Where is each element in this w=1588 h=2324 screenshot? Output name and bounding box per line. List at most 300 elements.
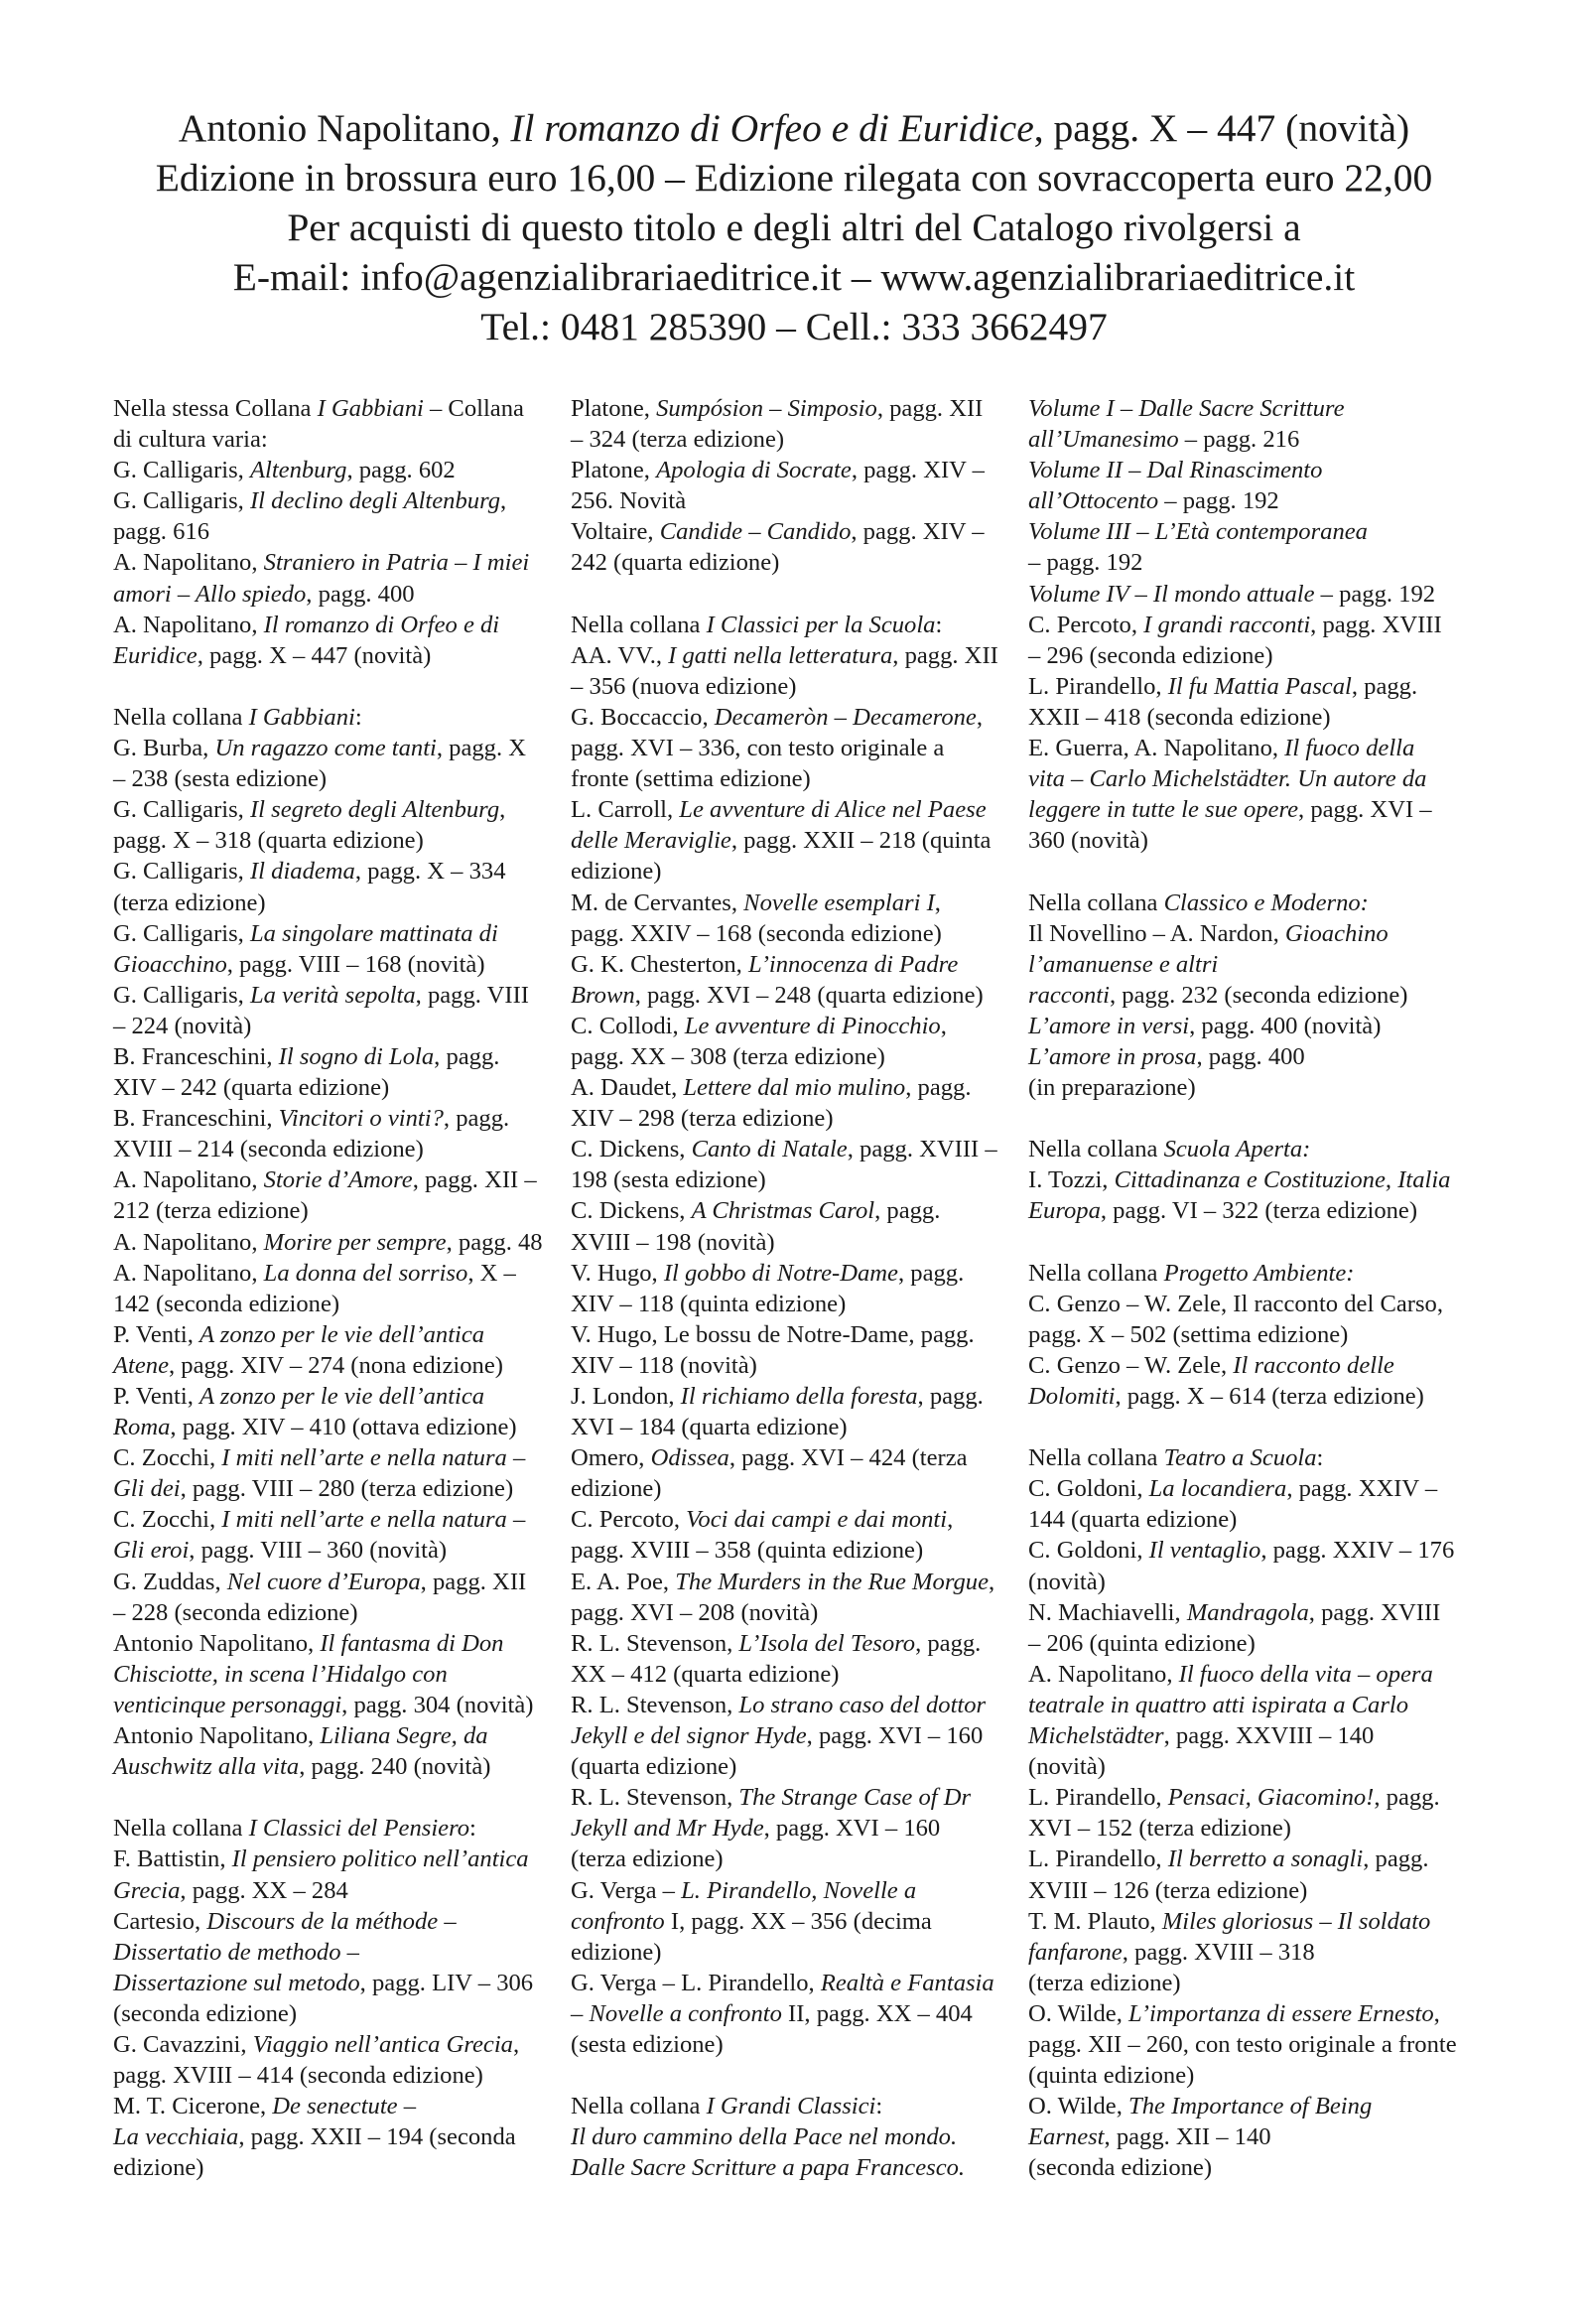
italic-title: Euridice: [113, 641, 198, 669]
text-segment: G. Calligaris,: [113, 919, 250, 947]
text-segment: , pagg.: [1363, 1846, 1429, 1873]
text-segment: V. Hugo, Le bossu de Notre-Dame, pagg.: [571, 1320, 975, 1348]
text-segment: Nella collana: [1028, 1444, 1164, 1472]
text-segment: – 228 (seconda edizione): [113, 1598, 358, 1626]
italic-title: Voci dai campi e dai monti: [686, 1506, 948, 1534]
text-segment: V. Hugo,: [571, 1259, 664, 1287]
text-line: [113, 1597, 560, 1628]
text-segment: Nella collana: [571, 611, 707, 638]
text-line: [571, 2121, 1017, 2152]
text-line: [113, 1998, 560, 2029]
italic-title: Pensaci, Giacomino!: [1167, 1784, 1375, 1812]
italic-title: Michelstädter: [1028, 1722, 1164, 1750]
text-line: [113, 763, 560, 794]
text-line: [113, 733, 560, 763]
text-segment: , pagg. XIV – 274 (nona edizione): [169, 1351, 503, 1379]
text-segment: , pagg. XII – 140: [1104, 2123, 1271, 2151]
text-line: [1028, 455, 1475, 485]
italic-title: confronto: [571, 1907, 665, 1935]
text-segment: A. Napolitano,: [113, 549, 264, 577]
text-line: [1028, 547, 1475, 578]
text-segment: A. Daudet,: [571, 1074, 684, 1102]
italic-title: Il fuoco della vita – opera: [1178, 1660, 1433, 1688]
italic-title: amori – Allo spiedo: [113, 580, 307, 608]
text-line: [571, 1782, 1017, 1813]
text-line: [1028, 1350, 1475, 1381]
text-segment: Cartesio,: [113, 1907, 207, 1935]
text-segment: XVIII – 126 (terza edizione): [1028, 1876, 1308, 1904]
italic-title: Straniero in Patria – I miei: [263, 549, 530, 577]
text-line: [571, 2091, 1017, 2121]
text-segment: (novità): [1028, 1568, 1106, 1595]
text-segment: G. Cavazzini,: [113, 2030, 253, 2058]
italic-title: A zonzo per le vie dell’antica: [199, 1320, 485, 1348]
text-segment: C. Genzo – W. Zele, Il racconto del Carso,: [1028, 1290, 1443, 1317]
text-line: [571, 610, 1017, 640]
italic-title: Volume III – L’Età contemporanea: [1028, 518, 1368, 546]
text-segment: pagg. XII – 260, con testo originale a fronte: [1028, 2030, 1457, 2058]
text-segment: :: [935, 611, 943, 638]
text-segment: pagg. X – 318 (quarta edizione): [113, 827, 424, 855]
text-line: [1028, 794, 1475, 825]
text-line: [571, 1412, 1017, 1442]
text-line: [113, 424, 560, 455]
italic-title: Dolomiti: [1028, 1383, 1116, 1410]
text-line: [571, 1041, 1017, 1072]
italic-title: I gatti nella letteratura: [668, 641, 893, 669]
text-line: [113, 1875, 560, 1906]
italic-title: Candide – Candido: [659, 518, 852, 546]
text-line: [571, 1381, 1017, 1412]
text-segment: O. Wilde,: [1028, 1999, 1129, 2027]
text-line: [113, 918, 560, 949]
italic-title: Roma: [113, 1414, 171, 1441]
italic-title: Gli dei: [113, 1475, 181, 1503]
text-segment: pagg. XVI – 336, con testo originale a: [571, 735, 945, 762]
text-line: [1028, 1782, 1475, 1813]
text-line: [113, 1072, 560, 1103]
italic-title: Morire per sempre: [263, 1228, 447, 1256]
text-line: [113, 1659, 560, 1690]
italic-title: I miti nell’arte e nella natura –: [221, 1444, 526, 1472]
text-line: [571, 888, 1017, 918]
text-line: [113, 702, 560, 733]
text-line: [571, 1844, 1017, 1874]
italic-title: L’importanza di essere Ernesto: [1128, 1999, 1434, 2027]
italic-title: Realtà e Fantasia: [820, 1969, 994, 1996]
text-segment: , pagg.: [874, 1197, 941, 1225]
text-segment: Nella collana: [113, 703, 249, 731]
text-line: [113, 856, 560, 887]
text-segment: AA. VV.,: [571, 641, 669, 669]
text-line: [1028, 1751, 1475, 1782]
text-line: [1028, 1628, 1475, 1659]
italic-title: Le avventure di Alice nel Paese: [679, 796, 987, 824]
text-line: [113, 1319, 560, 1350]
italic-title: Il fu Mattia Pascal: [1167, 672, 1352, 700]
text-segment: 212 (terza edizione): [113, 1197, 309, 1225]
text-line: [1028, 393, 1475, 424]
text-segment: , pagg. VIII – 360 (novità): [189, 1537, 448, 1565]
text-line: [571, 516, 1017, 547]
text-line: [113, 825, 560, 856]
text-segment: :: [469, 1815, 476, 1843]
text-segment: , pagg. 400: [1196, 1042, 1305, 1070]
text-segment: L. Pirandello,: [1028, 1846, 1168, 1873]
text-segment: , pagg. XX – 284: [180, 1876, 348, 1904]
text-segment: 142 (seconda edizione): [113, 1290, 340, 1317]
text-segment: edizione): [571, 1938, 662, 1966]
text-segment: , pagg.: [1374, 1784, 1440, 1812]
text-segment: G. Burba,: [113, 735, 215, 762]
italic-title: Atene: [113, 1351, 169, 1379]
italic-title: Dalle Sacre Scritture a papa Francesco.: [571, 2154, 966, 2182]
text-line: [113, 1535, 560, 1566]
text-line: [1028, 1720, 1475, 1751]
italic-title: all’Ottocento: [1028, 487, 1159, 515]
text-segment: Antonio Napolitano,: [178, 106, 511, 150]
text-segment: , pagg. 304 (novità): [341, 1691, 534, 1718]
text-line: [113, 1103, 560, 1134]
text-line: [113, 1906, 560, 1937]
text-segment: , pagg. XXIV –: [1286, 1475, 1438, 1503]
text-line: [571, 702, 1017, 733]
text-segment: pagg. XX – 308 (terza edizione): [571, 1042, 885, 1070]
text-line: [113, 1258, 560, 1289]
text-segment: XIV – 118 (novità): [571, 1351, 757, 1379]
text-line: [113, 485, 560, 516]
text-segment: , pagg. XVIII – 318: [1122, 1938, 1315, 1966]
text-line: [571, 1720, 1017, 1751]
text-line: [571, 1690, 1017, 1720]
text-line: [113, 1844, 560, 1874]
italic-title: all’Umanesimo: [1028, 426, 1179, 454]
italic-title: The Importance of Being: [1128, 2093, 1373, 2120]
text-segment: – pagg. 192: [1314, 580, 1436, 608]
text-line: [1028, 1844, 1475, 1874]
italic-title: Grecia: [113, 1876, 181, 1904]
italic-title: teatrale in quattro atti ispirata a Carlo: [1028, 1691, 1409, 1718]
text-line: [113, 1227, 560, 1258]
text-line: [113, 1628, 560, 1659]
text-segment: , pagg. XXIV – 176: [1260, 1537, 1455, 1565]
text-segment: B. Franceschini,: [113, 1105, 279, 1133]
italic-title: I Gabbiani: [248, 703, 355, 731]
italic-title: L’Isola del Tesoro: [738, 1629, 916, 1657]
text-segment: L. Carroll,: [571, 796, 680, 824]
text-segment: , pagg. XII: [892, 641, 998, 669]
text-line: [571, 1659, 1017, 1690]
italic-title: I Grandi Classici: [706, 2093, 876, 2120]
text-segment: , pagg. VIII – 280 (terza edizione): [180, 1475, 514, 1503]
text-segment: L. Pirandello,: [1028, 672, 1168, 700]
italic-title: Volume I – Dalle Sacre Scritture: [1028, 395, 1345, 422]
text-segment: 360 (novità): [1028, 827, 1148, 855]
italic-title: Europa: [1028, 1197, 1101, 1225]
paragraph-gap: [571, 2060, 1017, 2091]
italic-title: delle Meraviglie: [571, 827, 731, 855]
text-segment: – pagg. 192: [1028, 549, 1143, 577]
italic-title: L’innocenza di Padre: [747, 950, 959, 978]
text-line: [1028, 825, 1475, 856]
text-segment: E-mail: info@agenzialibrariaeditrice.it – www.agenzialibrariaeditrice.it: [232, 255, 1356, 299]
text-line: [1028, 888, 1475, 918]
text-segment: O. Wilde,: [1028, 2093, 1129, 2120]
italic-title: L’amore in versi: [1028, 1012, 1190, 1039]
italic-title: Miles gloriosus – Il soldato: [1161, 1907, 1431, 1935]
text-line: [571, 2152, 1017, 2183]
text-line: [571, 1227, 1017, 1258]
text-line: [1028, 1473, 1475, 1504]
italic-title: Il duro cammino della Pace nel mondo.: [571, 2123, 958, 2151]
italic-title: Chisciotte, in scena l’Hidalgo con: [113, 1660, 448, 1688]
text-line: [113, 393, 560, 424]
text-segment: (sesta edizione): [571, 2030, 724, 2058]
italic-title: Apologia di Socrate: [656, 457, 852, 484]
italic-title: Il racconto delle: [1233, 1351, 1394, 1379]
text-line: [571, 671, 1017, 702]
text-segment: Voltaire,: [571, 518, 660, 546]
text-segment: ,: [940, 1012, 947, 1039]
text-segment: – Collana: [423, 395, 524, 422]
text-segment: – pagg. 216: [1178, 426, 1300, 454]
text-line: [1028, 1535, 1475, 1566]
text-line: [571, 1875, 1017, 1906]
text-segment: C. Dickens,: [571, 1136, 692, 1163]
text-segment: XX – 412 (quarta edizione): [571, 1660, 840, 1688]
text-line: [571, 2029, 1017, 2060]
text-line: [571, 949, 1017, 980]
text-segment: Platone,: [571, 395, 657, 422]
text-line: [571, 980, 1017, 1011]
text-line: [113, 980, 560, 1011]
italic-title: Il fuoco della: [1284, 735, 1415, 762]
text-segment: G. K. Chesterton,: [571, 950, 748, 978]
italic-title: I Classici per la Scuola: [706, 611, 936, 638]
text-segment: R. L. Stevenson,: [571, 1629, 739, 1657]
text-segment: C. Zocchi,: [113, 1506, 222, 1534]
text-line: [571, 1289, 1017, 1319]
italic-title: Mandragola: [1186, 1598, 1309, 1626]
text-segment: E. A. Poe,: [571, 1568, 676, 1595]
catalog-header: [0, 103, 1588, 351]
text-line: [571, 794, 1017, 825]
italic-title: L. Pirandello, Novelle a: [681, 1876, 917, 1904]
text-segment: G. Calligaris,: [113, 796, 250, 824]
text-line: [571, 1473, 1017, 1504]
text-segment: (quinta edizione): [1028, 2062, 1195, 2090]
text-line: [1028, 2121, 1475, 2152]
text-line: [571, 455, 1017, 485]
text-segment: Platone,: [571, 457, 657, 484]
text-segment: fronte (settima edizione): [571, 765, 811, 793]
text-segment: (quarta edizione): [571, 1753, 737, 1781]
italic-title: Auschwitz alla vita: [113, 1753, 300, 1781]
text-line: [113, 1195, 560, 1226]
text-line: [571, 1751, 1017, 1782]
italic-title: l’amanuense e altri: [1028, 950, 1219, 978]
text-line: [571, 485, 1017, 516]
text-line: [1028, 1319, 1475, 1350]
text-line: [1028, 1164, 1475, 1195]
italic-title: Decameròn – Decamerone: [714, 703, 977, 731]
text-segment: , pagg. XVI – 248 (quarta edizione): [634, 981, 984, 1009]
text-line: [113, 1690, 560, 1720]
text-segment: , pagg.: [915, 1629, 982, 1657]
text-segment: C. Genzo – W. Zele,: [1028, 1351, 1234, 1379]
text-line: [571, 825, 1017, 856]
text-line: [113, 1504, 560, 1535]
italic-title: Il romanzo di Orfeo e di: [263, 611, 500, 638]
italic-title: Viaggio nell’antica Grecia: [252, 2030, 513, 2058]
text-segment: :: [1316, 1444, 1324, 1472]
italic-title: A zonzo per le vie dell’antica: [199, 1383, 485, 1410]
text-segment: , X –: [467, 1259, 516, 1287]
text-segment: L. Pirandello,: [1028, 1784, 1168, 1812]
text-segment: :: [354, 703, 362, 731]
text-segment: pagg. 616: [113, 518, 209, 546]
text-line: [571, 1319, 1017, 1350]
italic-title: Il diadema: [249, 858, 355, 886]
text-segment: XVI – 184 (quarta edizione): [571, 1414, 848, 1441]
italic-title: Brown: [571, 981, 635, 1009]
italic-title: Odissea: [650, 1444, 729, 1472]
text-segment: :: [875, 2093, 883, 2120]
italic-title: Il romanzo di Orfeo e di Euridice: [510, 106, 1034, 150]
text-line: [571, 1628, 1017, 1659]
text-segment: II, pagg. XX – 404: [781, 1999, 973, 2027]
text-line: [571, 640, 1017, 671]
text-segment: Nella collana: [1028, 1136, 1164, 1163]
text-line: [571, 1164, 1017, 1195]
text-line: [1028, 1289, 1475, 1319]
text-segment: pagg. XVIII – 414 (seconda edizione): [113, 2062, 483, 2090]
text-segment: Omero,: [571, 1444, 651, 1472]
text-segment: 144 (quarta edizione): [1028, 1506, 1238, 1534]
text-line: [571, 1195, 1017, 1226]
paragraph-gap: [1028, 1103, 1475, 1134]
text-line: [113, 1442, 560, 1473]
text-line: [1028, 702, 1475, 733]
italic-title: Dissertazione sul metodo: [113, 1969, 360, 1996]
paragraph-gap: [113, 671, 560, 702]
text-segment: C. Collodi,: [571, 1012, 685, 1039]
text-segment: – 324 (terza edizione): [571, 426, 785, 454]
italic-title: De senectute –: [272, 2093, 417, 2120]
text-segment: , pagg. XXII – 218 (quinta: [730, 827, 992, 855]
italic-title: La verità sepolta: [249, 981, 416, 1009]
text-segment: Edizione in brossura euro 16,00 – Edizione rilegata con sovraccoperta euro 22,00: [155, 156, 1433, 200]
text-line: [1028, 1998, 1475, 2029]
text-segment: M. de Cervantes,: [571, 889, 744, 916]
text-line: [1028, 763, 1475, 794]
italic-title: La donna del sorriso: [263, 1259, 468, 1287]
text-segment: (terza edizione): [1028, 1969, 1181, 1996]
text-line: [571, 547, 1017, 578]
text-line: [1028, 1906, 1475, 1937]
text-segment: , pagg.: [917, 1383, 984, 1410]
italic-title: The Strange Case of Dr: [738, 1784, 972, 1812]
italic-title: Dissertatio de methodo –: [113, 1938, 359, 1966]
text-line: [571, 424, 1017, 455]
text-segment: ,: [934, 889, 941, 916]
text-line: [1028, 671, 1475, 702]
paragraph-gap: [1028, 856, 1475, 887]
italic-title: Novelle esemplari I: [743, 889, 935, 916]
text-segment: B. Franceschini,: [113, 1042, 279, 1070]
text-segment: (novità): [1028, 1753, 1106, 1781]
italic-title: Progetto Ambiente:: [1163, 1259, 1355, 1287]
text-line: [571, 856, 1017, 887]
text-line: [1028, 1442, 1475, 1473]
text-line: [571, 1937, 1017, 1968]
text-line: [113, 1381, 560, 1412]
text-segment: ,: [499, 796, 506, 824]
paragraph-gap: [1028, 1227, 1475, 1258]
text-line: [113, 1473, 560, 1504]
text-line: [113, 1937, 560, 1968]
text-segment: G. Calligaris,: [113, 457, 250, 484]
text-line: [1028, 980, 1475, 1011]
text-line: [1028, 1381, 1475, 1412]
text-line: [0, 203, 1588, 252]
text-segment: 242 (quarta edizione): [571, 549, 780, 577]
text-line: [1028, 1011, 1475, 1041]
text-segment: A. Napolitano,: [113, 1228, 264, 1256]
text-segment: R. L. Stevenson,: [571, 1691, 739, 1718]
text-line: [1028, 1968, 1475, 1998]
italic-title: Gioachino: [1284, 919, 1389, 947]
text-segment: C. Percoto,: [1028, 611, 1144, 638]
text-segment: pagg. X – 502 (settima edizione): [1028, 1320, 1349, 1348]
text-line: [571, 1597, 1017, 1628]
catalog-column-left: [113, 393, 560, 2183]
text-line: [1028, 1937, 1475, 1968]
italic-title: The Murders in the Rue Morgue: [675, 1568, 990, 1595]
text-segment: Nella collana: [571, 2093, 707, 2120]
text-segment: – pagg. 192: [1158, 487, 1279, 515]
text-segment: , pagg. XII: [876, 395, 984, 422]
text-segment: , pagg.: [897, 1259, 965, 1287]
italic-title: I miti nell’arte e nella natura –: [221, 1506, 526, 1534]
text-segment: , pagg.: [434, 1042, 500, 1070]
text-segment: , pagg. X – 447 (novità): [197, 641, 432, 669]
text-segment: Nella collana: [113, 1815, 249, 1843]
italic-title: Il declino degli Altenburg: [249, 487, 501, 515]
text-segment: XXII – 418 (seconda edizione): [1028, 703, 1331, 731]
text-segment: , pagg. 602: [346, 457, 456, 484]
italic-title: Nel cuore d’Europa: [226, 1568, 421, 1595]
text-line: [1028, 1134, 1475, 1164]
text-segment: XVI – 152 (terza edizione): [1028, 1815, 1291, 1843]
text-line: [1028, 2029, 1475, 2060]
italic-title: Il richiamo della foresta: [680, 1383, 918, 1410]
italic-title: Il fantasma di Don: [320, 1629, 504, 1657]
text-line: [571, 1998, 1017, 2029]
text-line: [0, 103, 1588, 153]
text-segment: , pagg. 400: [306, 580, 415, 608]
text-line: [571, 393, 1017, 424]
text-segment: XIV – 118 (quinta edizione): [571, 1290, 847, 1317]
italic-title: Il segreto degli Altenburg: [249, 796, 500, 824]
text-segment: Antonio Napolitano,: [113, 1722, 321, 1750]
text-line: [113, 949, 560, 980]
text-segment: G. Boccaccio,: [571, 703, 715, 731]
text-segment: G. Calligaris,: [113, 981, 250, 1009]
text-segment: P. Venti,: [113, 1320, 200, 1348]
text-segment: , pagg. XVI – 160: [806, 1722, 984, 1750]
text-segment: I, pagg. XX – 356 (decima: [664, 1907, 932, 1935]
